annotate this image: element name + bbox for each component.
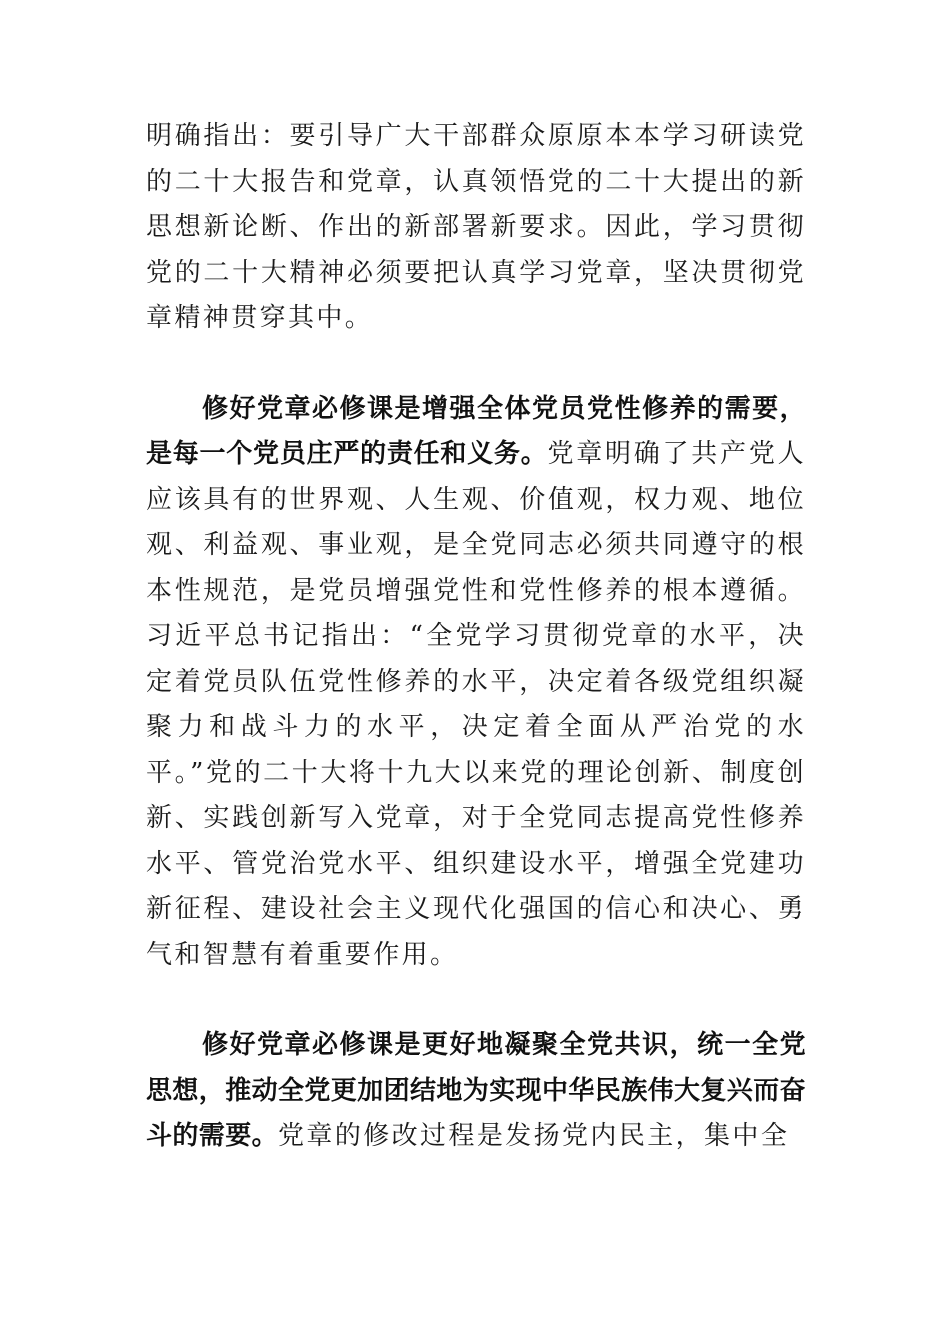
- paragraph-3-lead: 修好党章必修课是更好地凝聚全党共识，统一全党思想，推动全党更加团结地为实现中华民族伟大复兴而奋斗的需要。: [146, 1030, 807, 1151]
- paragraph-gap: [146, 342, 806, 387]
- paragraph-1: [146, 114, 806, 342]
- paragraph-3: [146, 1023, 806, 1160]
- paragraph-3-body: 党章的修改过程是发扬党内民主，集中全: [278, 1121, 790, 1151]
- paragraph-1-body: 明确指出：要引导广大干部群众原原本本学习研读党的二十大报告和党章，认真领悟党的二十大提出的新思想新论断、作出的新部署新要求。因此，学习贯彻党的二十大精神必须要把认真学习党章，坚决贯彻党章精神贯穿其中。: [146, 121, 806, 333]
- paragraph-2: [146, 387, 806, 979]
- paragraph-2-lead: 修好党章必修课是增强全体党员党性修养的需要，是每一个党员庄严的责任和义务。: [146, 393, 806, 469]
- paragraph-gap: [146, 978, 806, 1023]
- paragraph-2-body: 党章明确了共产党人应该具有的世界观、人生观、价值观，权力观、地位观、利益观、事业观，是全党同志必须共同遵守的根本性规范，是党员增强党性和党性修养的根本遵循。习近平总书记指出：“全党学习贯彻党章的水平，决定着党员队伍党性修养的水平，决定着各级党组织凝聚力和战斗力的水平，决定着全面从严治党的水平。”党的二十大将十九大以来党的理论创新、制度创新、实践创新写入党章，对于全党同志提高党性修养水平、管党治党水平、组织建设水平，增强全党建功新征程、建设社会主义现代化强国的信心和决心、勇气和智慧有着重要作用。: [146, 439, 806, 970]
- document-page: [146, 114, 806, 1160]
